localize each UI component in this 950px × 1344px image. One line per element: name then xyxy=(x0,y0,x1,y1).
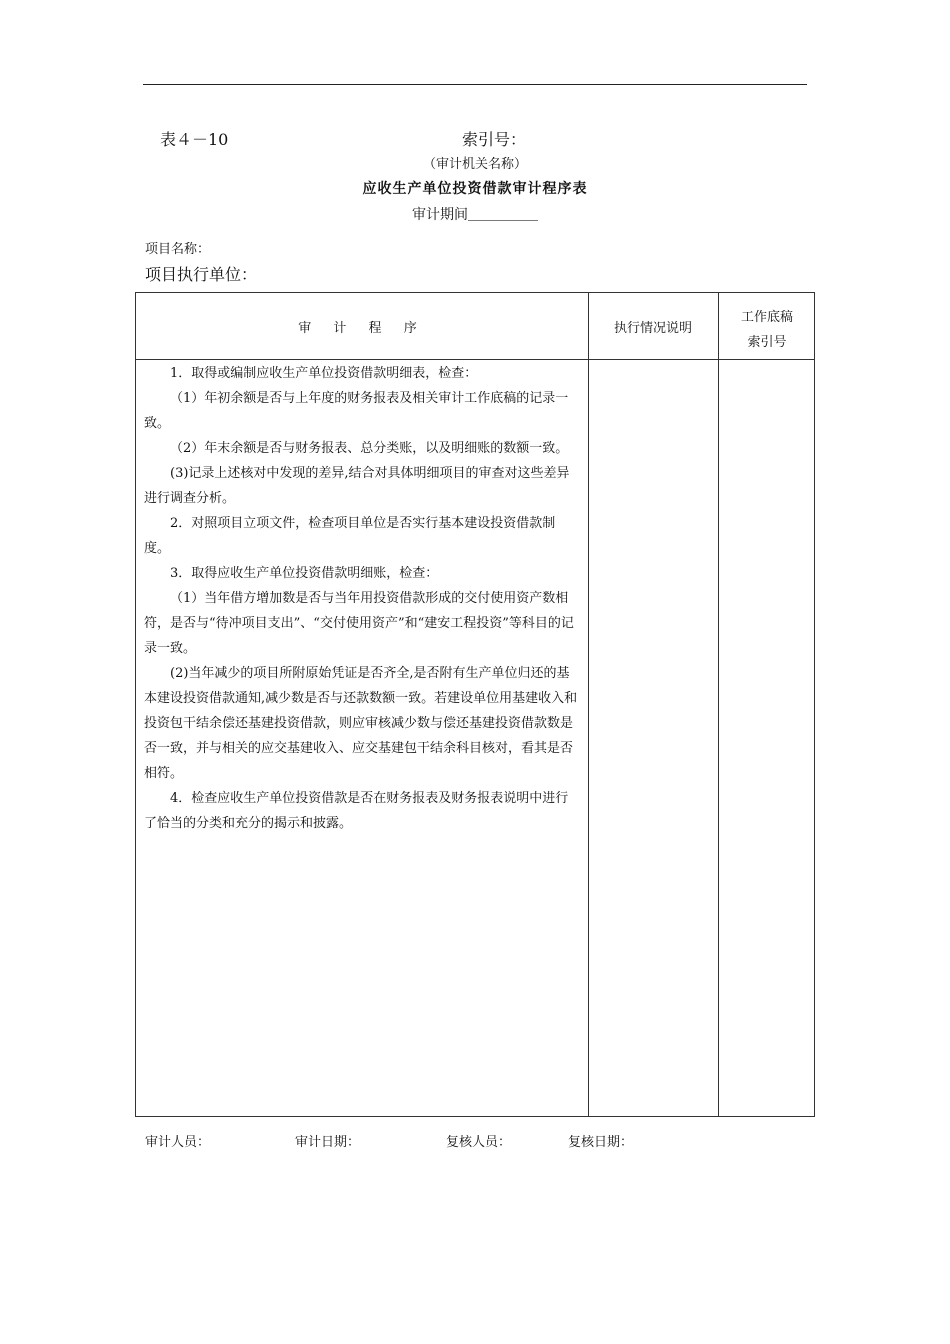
procedure-item: 3．取得应收生产单位投资借款明细账，检查： xyxy=(170,566,439,581)
top-rule xyxy=(143,84,807,85)
procedure-item: （1）年初余额是否与上年度的财务报表及相关审计工作底稿的记录一致。 xyxy=(144,391,569,431)
column-header-execution: 执行情况说明 xyxy=(613,321,692,336)
reviewer-label: 复核人员： xyxy=(446,1135,512,1150)
column-divider xyxy=(588,293,589,1116)
audit-procedure-table xyxy=(135,292,815,1117)
procedure-item: (2)当年减少的项目所附原始凭证是否齐全,是否附有生产单位归还的基本建设投资借款通知,减少数是否与还款数额一致。若建设单位用基建收入和投资包干结余偿还基建投资借款，则应审核减少数与偿还基建投资借款数是否一致，并与相关的应交基建收入、应交基建包干结余科目核对，看其是否相符。 xyxy=(144,666,578,781)
audit-org-name: （审计机关名称） xyxy=(422,157,527,172)
column-header-procedure: 审 计 程 序 xyxy=(298,321,426,336)
index-number-label: 索引号： xyxy=(462,130,527,149)
project-name-label: 项目名称： xyxy=(145,242,211,257)
project-exec-unit-label: 项目执行单位： xyxy=(145,265,258,284)
page-title: 应收生产单位投资借款审计程序表 xyxy=(362,181,588,197)
column-header-workpaper-ref xyxy=(718,305,816,355)
review-date-label: 复核日期： xyxy=(568,1135,634,1150)
table-number: 表４－10 xyxy=(160,130,229,149)
column-header-ref-line2: 索引号 xyxy=(747,335,787,350)
audit-period: 审计期间＿＿＿＿＿ xyxy=(412,207,538,223)
procedure-item: （2）年末余额是否与财务报表、总分类账，以及明细账的数额一致。 xyxy=(170,441,569,456)
procedure-item: 4．检查应收生产单位投资借款是否在财务报表及财务报表说明中进行了恰当的分类和充分的揭示和披露。 xyxy=(144,791,569,831)
header-divider xyxy=(136,359,814,360)
procedure-item: 1．取得或编制应收生产单位投资借款明细表，检查： xyxy=(170,366,478,381)
auditor-label: 审计人员： xyxy=(145,1135,211,1150)
procedure-list xyxy=(144,361,580,836)
column-divider xyxy=(718,293,719,1116)
procedure-item: (3)记录上述核对中发现的差异,结合对具体明细项目的审查对这些差异进行调查分析。 xyxy=(144,466,570,506)
procedure-item: 2．对照项目立项文件，检查项目单位是否实行基本建设投资借款制度。 xyxy=(144,516,556,556)
column-header-ref-line1: 工作底稿 xyxy=(740,310,793,325)
audit-date-label: 审计日期： xyxy=(295,1135,361,1150)
procedure-item: （1）当年借方增加数是否与当年用投资借款形成的交付使用资产数相符，是否与“待冲项目支出”、“交付使用资产”和“建安工程投资”等科目的记录一致。 xyxy=(144,591,574,656)
